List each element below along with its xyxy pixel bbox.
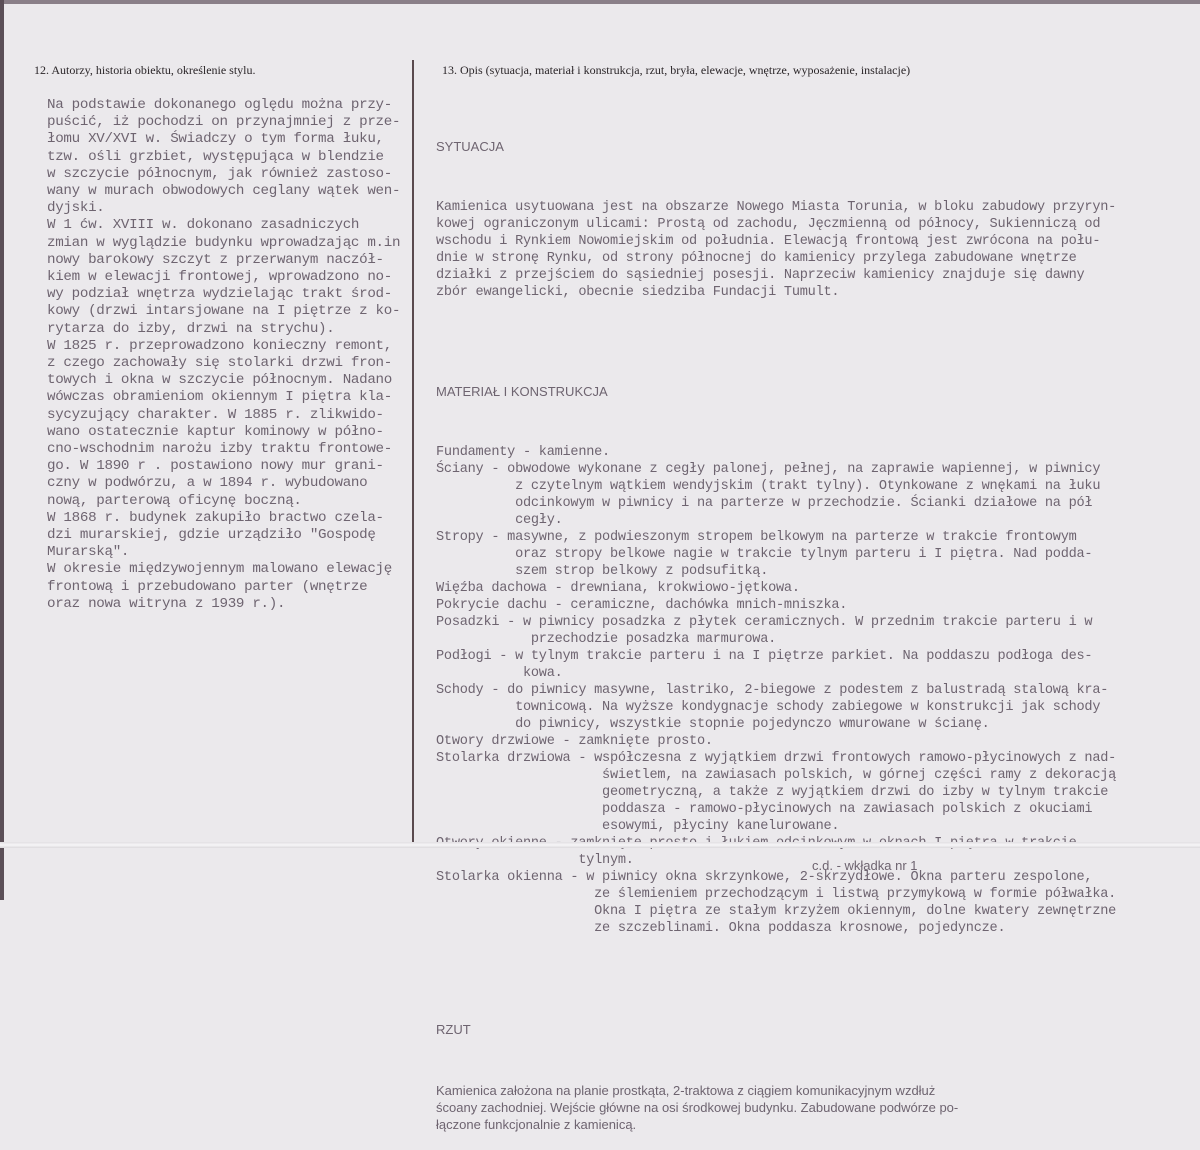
sytuacja-paragraph — [436, 199, 1176, 301]
text-line: Pokrycie dachu - ceramiczne, dachówka mnich-mniszka. — [436, 598, 848, 613]
text-line: esowymi, płyciny kanelurowane. — [436, 819, 840, 834]
text-line: cno-wschodnim narożu izby traktu frontowe- — [47, 441, 392, 458]
text-line: kowy (drzwi intarsjowane na I piętrze z ko- — [47, 303, 401, 320]
text-line: Stropy - masywne, z podwieszonym stropem belkowym na parterze w trakcie frontowym — [436, 530, 1077, 545]
description-text — [436, 104, 1176, 1150]
text-line: Stolarka drzwiowa - współczesna z wyjątkiem drzwi frontowych ramowo-płycinowych z nad- — [436, 751, 1117, 766]
text-line: świetlem, na zawiasach polskich, w górnej części ramy z dekoracją — [436, 768, 1117, 783]
text-line: Schody - do piwnicy masywne, lastriko, 2-biegowe z podestem z balustradą stalową kra- — [436, 683, 1109, 698]
text-line: tylnym. — [436, 853, 634, 868]
text-line: wschodu i Rynkiem Nowomiejskim od południa. Elewacją frontową jest zwrócona na połu- — [436, 234, 1101, 249]
text-line: dyjski. — [47, 200, 105, 217]
text-line: W okresie międzywojennym malowano elewację — [47, 561, 392, 578]
text-line: Okna I piętra ze stałym krzyżem okiennym, dolne kwatery zewnętrzne — [436, 904, 1117, 919]
section-13-title: 13. Opis (sytuacja, materiał i konstrukcja, rzut, bryła, elewacje, wnętrze, wyposażenie, instalacje) — [442, 63, 911, 77]
text-line: łączone funkcjonalnie z kamienicą. — [436, 1117, 637, 1132]
text-line: działki z przejściem do sąsiedniej posesji. Naprzeciw kamienicy znajduje się dawny — [436, 268, 1085, 283]
material-paragraph — [436, 444, 1176, 937]
section-12-title: 12. Autorzy, historia obiektu, określenie stylu. — [34, 63, 256, 77]
text-line: z czego zachowały się stolarki drzwi fron- — [47, 355, 392, 372]
text-line: zbór ewangelicki, obecnie siedziba Fundacji Tumult. — [436, 285, 840, 300]
text-line: kiem w elewacji frontowej, wprowadzono no- — [47, 269, 392, 286]
heading-rzut: RZUT — [436, 1022, 471, 1037]
heading-material: MATERIAŁ I KONSTRUKCJA — [436, 384, 608, 399]
text-line: wy podział wnętrza wydzielając trakt środ- — [47, 286, 392, 303]
text-line: frontową i przebudowano parter (wnętrze — [47, 578, 368, 595]
text-line: ze ślemieniem przechodzącym i listwą przymykową w formie półwałka. — [436, 887, 1117, 902]
text-line: townicową. Na wyższe kondygnacje schody zabiegowe w konstrukcji jak schody — [436, 700, 1101, 715]
text-line: W 1 ćw. XVIII w. dokonano zasadniczych — [47, 217, 360, 234]
heading-sytuacja: SYTUACJA — [436, 139, 504, 154]
history-text — [47, 97, 407, 613]
text-line: Ściany - obwodowe wykonane z cegły palonej, pełnej, na zaprawie wapiennej, w piwnicy — [436, 462, 1101, 477]
text-line: sycyzujący charakter. W 1885 r. zlikwido- — [47, 406, 384, 423]
text-line: odcinkowym w piwnicy i na parterze w przechodzie. Ścianki działowe na pół — [436, 496, 1093, 511]
text-line: przechodzie posadzka marmurowa. — [436, 632, 777, 647]
text-line: towych i okna w szczycie północnym. Nadano — [47, 372, 392, 389]
text-line: wany w murach obwodowych ceglany wątek wen- — [47, 183, 401, 200]
text-line: wano ostatecznie kaptur kominowy w półno- — [47, 423, 384, 440]
text-line: ścoany zachodniej. Wejście główne na osi środkowej budynku. Zabudowane podwórze po- — [436, 1100, 959, 1115]
text-line: łomu XV/XVI w. Świadczy o tym forma łuku, — [47, 131, 384, 148]
text-line: kowa. — [436, 666, 563, 681]
text-line: cegły. — [436, 513, 563, 528]
text-line: dnie w stronę Rynku, od strony północnej do kamienicy przylega zabudowane wnętrze — [436, 251, 1077, 266]
scan-top-edge — [0, 0, 1200, 4]
text-line: Otwory drzwiowe - zamknięte prosto. — [436, 734, 713, 749]
text-line: nową, parterową oficynę boczną. — [47, 492, 302, 509]
text-line: Murarską". — [47, 544, 130, 561]
paper-fold — [0, 842, 1200, 848]
text-line: Kamienica usytuowana jest na obszarze Nowego Miasta Torunia, w bloku zabudowy przyryn- — [436, 200, 1117, 215]
text-line: w szczycie północnym, jak również zastoso- — [47, 165, 392, 182]
text-line: szem strop belkowy z podsufitką. — [436, 564, 769, 579]
text-line: Więźba dachowa - drewniana, krokwiowo-jętkowa. — [436, 581, 800, 596]
text-line: wówczas obramieniom okiennym I piętra kla- — [47, 389, 392, 406]
text-line: ze szczeblinami. Okna poddasza krosnowe, pojedyncze. — [436, 921, 1006, 936]
scan-left-edge — [0, 0, 4, 900]
text-line: Fundamenty - kamienne. — [436, 445, 610, 460]
text-line: Podłogi - w tylnym trakcie parteru i na I piętrze parkiet. Na poddaszu podłoga des- — [436, 649, 1093, 664]
text-line: Stolarka okienna - w piwnicy okna skrzynkowe, 2-skrzydłowe. Okna parteru zespolone, — [436, 870, 1093, 885]
text-line: nowy barokowy szczyt z przerwanym naczół- — [47, 251, 384, 268]
text-line: zmian w wyglądzie budynku wprowadzając m.in — [47, 234, 401, 251]
text-line: oraz nowa witryna z 1939 r.). — [47, 595, 286, 612]
text-line: dzi murarskiej, gdzie urządziło "Gospodę — [47, 527, 376, 544]
text-line: go. W 1890 r . postawiono nowy mur grani- — [47, 458, 384, 475]
text-line: czny w podwórzu, a w 1894 r. wybudowano — [47, 475, 368, 492]
rzut-paragraph — [436, 1082, 1176, 1133]
column-divider — [412, 60, 414, 844]
text-line: oraz stropy belkowe nagie w trakcie tylnym parteru i I piętra. Nad podda- — [436, 547, 1093, 562]
text-line: rytarza do izby, drzwi na strychu). — [47, 320, 335, 337]
text-line: Kamienica założona na planie prostkąta, 2-traktowa z ciągiem komunikacyjnym wzdłuż — [436, 1083, 936, 1098]
text-line: kowej ograniczonym ulicami: Prostą od zachodu, Jęczmienną od północy, Sukienniczą od — [436, 217, 1101, 232]
text-line: Na podstawie dokonanego oględu można przy- — [47, 97, 392, 113]
text-line: W 1825 r. przeprowadzono konieczny remont, — [47, 337, 392, 354]
text-line: do piwnicy, wszystkie stopnie pojedynczo wmurowane w ścianę. — [436, 717, 990, 732]
text-line: poddasza - ramowo-płycinowych na zawiasach polskich z okuciami — [436, 802, 1093, 817]
text-line: puścić, iż pochodzi on przynajmniej z prze- — [47, 114, 401, 131]
text-line: tzw. ośli grzbiet, występująca w blendzie — [47, 148, 384, 165]
text-line: z czytelnym wątkiem wendyjskim (trakt tylny). Otynkowane z wnękami na łuku — [436, 479, 1101, 494]
text-line: W 1868 r. budynek zakupiło bractwo czela- — [47, 509, 384, 526]
text-line: Posadzki - w piwnicy posadzka z płytek ceramicznych. W przednim trakcie parteru i w — [436, 615, 1093, 630]
continuation-note: c.d. - wkładka nr 1 — [812, 858, 918, 873]
text-line: geometryczną, a także z wyjątkiem drzwi do izby w tylnym trakcie — [436, 785, 1109, 800]
